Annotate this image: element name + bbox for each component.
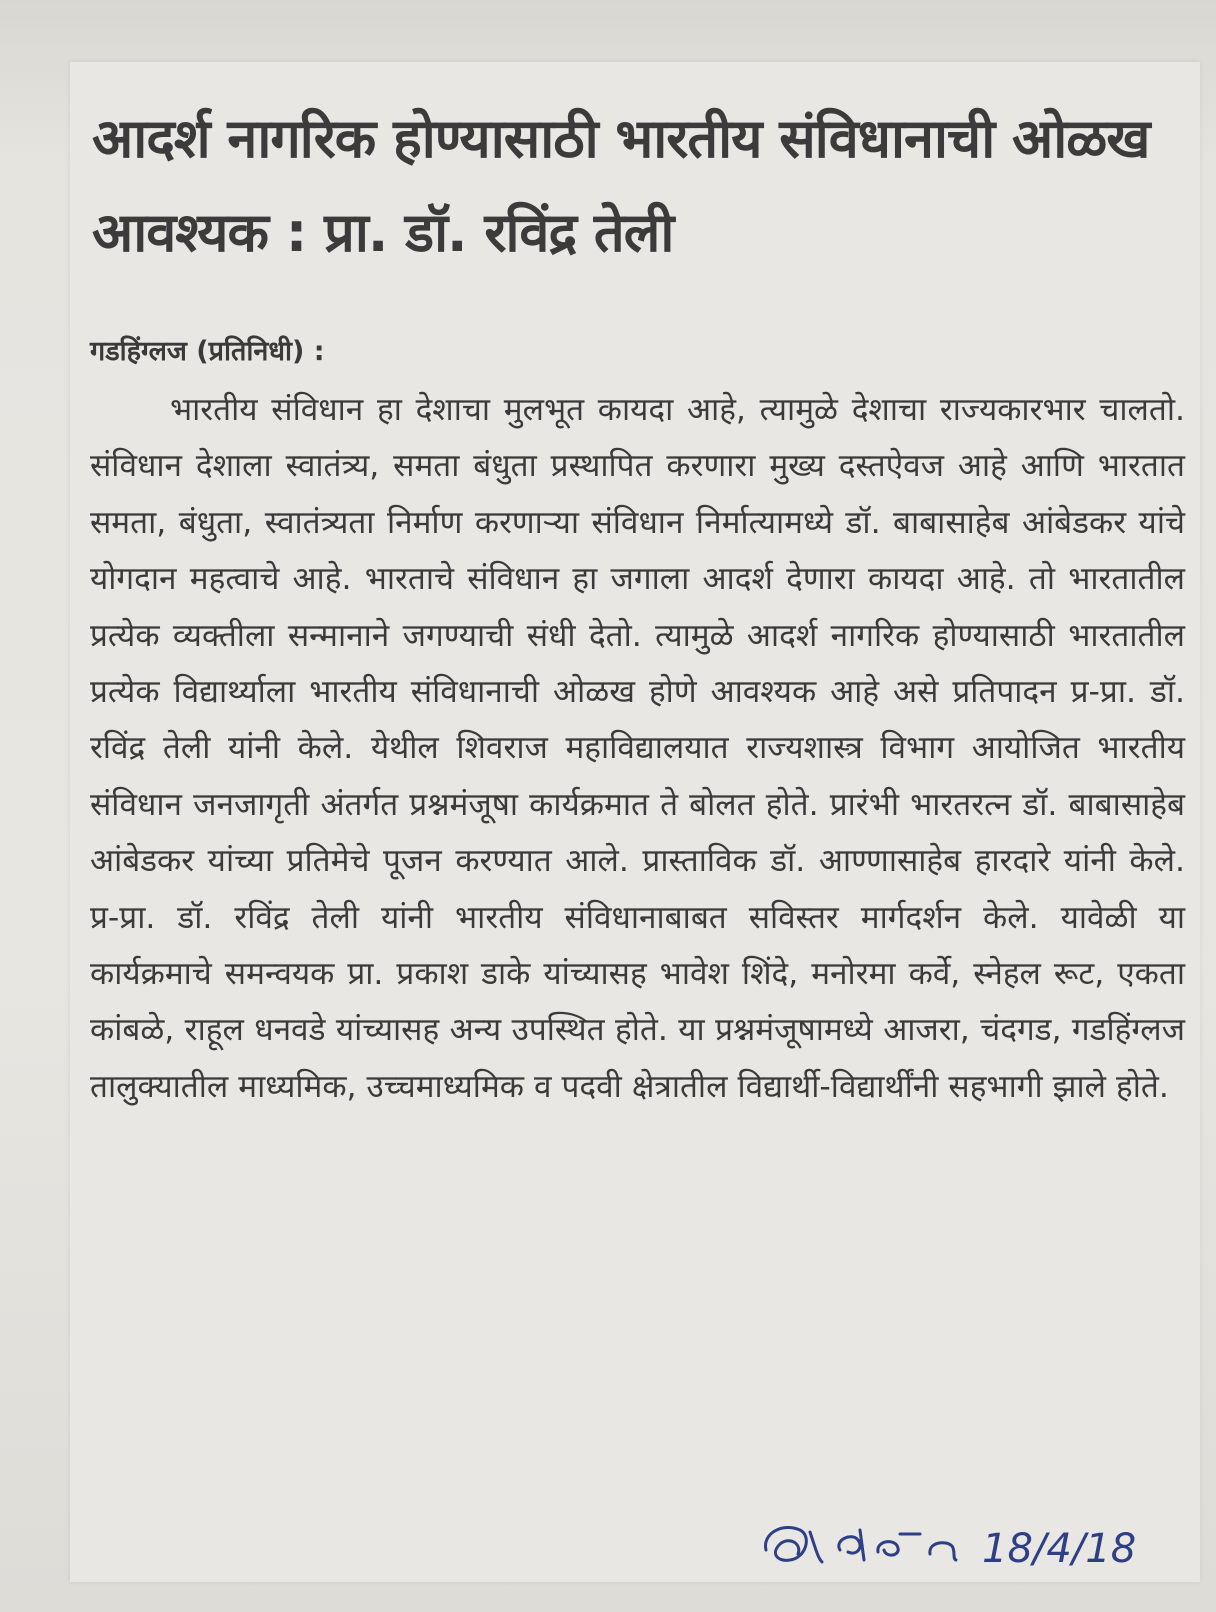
handwritten-annotation (760, 1510, 1200, 1580)
article-dateline: गडहिंग्लज (प्रतिनिधी) : (90, 336, 325, 367)
article-headline: आदर्श नागरिक होण्यासाठी भारतीय संविधानाची ओळख आवश्यक : प्रा. डॉ. रविंद्र तेली (92, 107, 1150, 264)
signature-icon (760, 1510, 1200, 1580)
article-body: भारतीय संविधान हा देशाचा मुलभूत कायदा आहे, त्यामुळे देशाचा राज्यकारभार चालतो. संविधान देशाला स्वातंत्र्य, समता बंधुता प्रस्थापित करणारा मुख्य दस्तऐवज आहे आणि भारतात समता, बंधुता, स्वातंत्र्यता निर्माण करणाऱ्या संविधान निर्मात्यामध्ये डॉ. बाबासाहेब आंबेडकर यांचे योगदान महत्वाचे आहे. भारताचे संविधान हा जगाला आदर्श देणारा कायदा आहे. तो भारतातील प्रत्येक व्यक्तीला सन्मानाने जगण्याची संधी देतो. त्यामुळे आदर्श नागरिक होण्यासाठी भारतातील प्रत्येक विद्यार्थ्याला भारतीय संविधानाची ओळख होणे आवश्यक आहे असे प्रतिपादन प्र-प्रा. डॉ. रविंद्र तेली यांनी केले. येथील शिवराज महाविद्यालयात राज्यशास्त्र विभाग आयोजित भारतीय संविधान जनजागृती अंतर्गत प्रश्नमंजूषा कार्यक्रमात ते बोलत होते. प्रारंभी भारतरत्न डॉ. बाबासाहेब आंबेडकर यांच्या प्रतिमेचे पूजन करण्यात आले. प्रास्ताविक डॉ. आण्णासाहेब हारदारे यांनी केले. प्र-प्रा. डॉ. रविंद्र तेली यांनी भारतीय संविधानाबाबत सविस्तर मार्गदर्शन केले. यावेळी या कार्यक्रमाचे समन्वयक प्रा. प्रकाश डाके यांच्यासह भावेश शिंदे, मनोरमा कर्वे, स्नेहल रूट, एकता कांबळे, राहूल धनवडे यांच्यासह अन्य उपस्थित होते. या प्रश्नमंजूषामध्ये आजरा, चंदगड, गडहिंग्लज तालुक्यातील माध्यमिक, उच्चमाध्यमिक व पदवी क्षेत्रातील विद्यार्थी-विद्यार्थींनी सहभागी झाले होते. (90, 392, 1185, 1105)
handwritten-date: 18/4/18 (982, 1526, 1137, 1572)
newspaper-clipping (70, 62, 1200, 1582)
